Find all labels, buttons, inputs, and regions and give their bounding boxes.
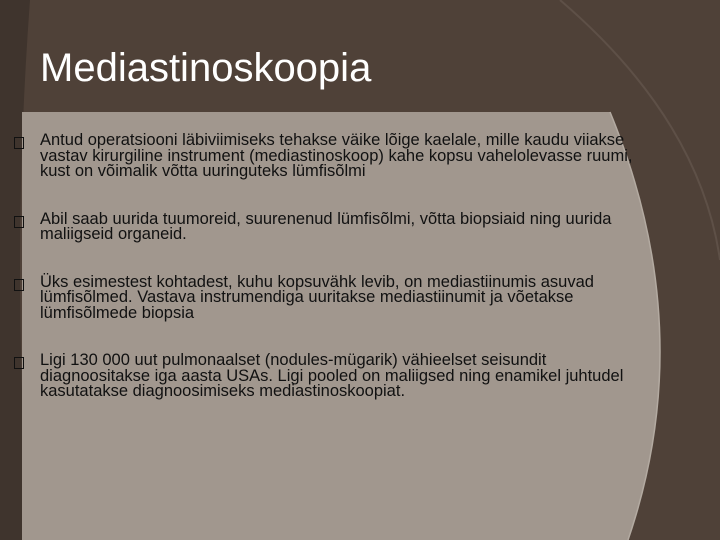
bullet-item [14,273,654,322]
bullet-text: Antud operatsiooni läbiviimiseks tehakse väike lõige kaelale, mille kaudu viiakse vastav kirurgiline instrument (mediastinoskoop) kahe kopsu vahelolevasse ruumi, kust on võimalik võtta uuringuteks lümfisõlmi [40,131,633,180]
bullet-item [14,131,654,180]
square-bullet-icon [14,216,24,228]
bullet-item [14,351,654,400]
square-bullet-icon [14,137,24,149]
bullet-text: Üks esimestest kohtadest, kuhu kopsuvähk levib, on mediastiinumis asuvad lümfisõlmed. Vastava instrumendiga uuritakse mediastiinumit ja võetakse lümfisõlmede biopsia [40,272,594,322]
bullet-item [14,210,654,243]
bullet-list [14,131,654,400]
square-bullet-icon [14,279,24,291]
slide-title: Mediastinoskoopia [40,46,372,90]
bullet-text: Abil saab uurida tuumoreid, suurenenud lümfisõlmi, võtta biopsiaid ning uurida maliigseid organeid. [40,209,612,243]
bullet-text: Ligi 130 000 uut pulmonaalset (nodules-mügarik) vähieelset seisundit diagnoositakse iga aasta USAs. Ligi pooled on maliigsed ning enamikel juhtudel kasutatakse diagnoosimiseks mediastinoskoopiat. [40,351,624,400]
square-bullet-icon [14,357,24,369]
